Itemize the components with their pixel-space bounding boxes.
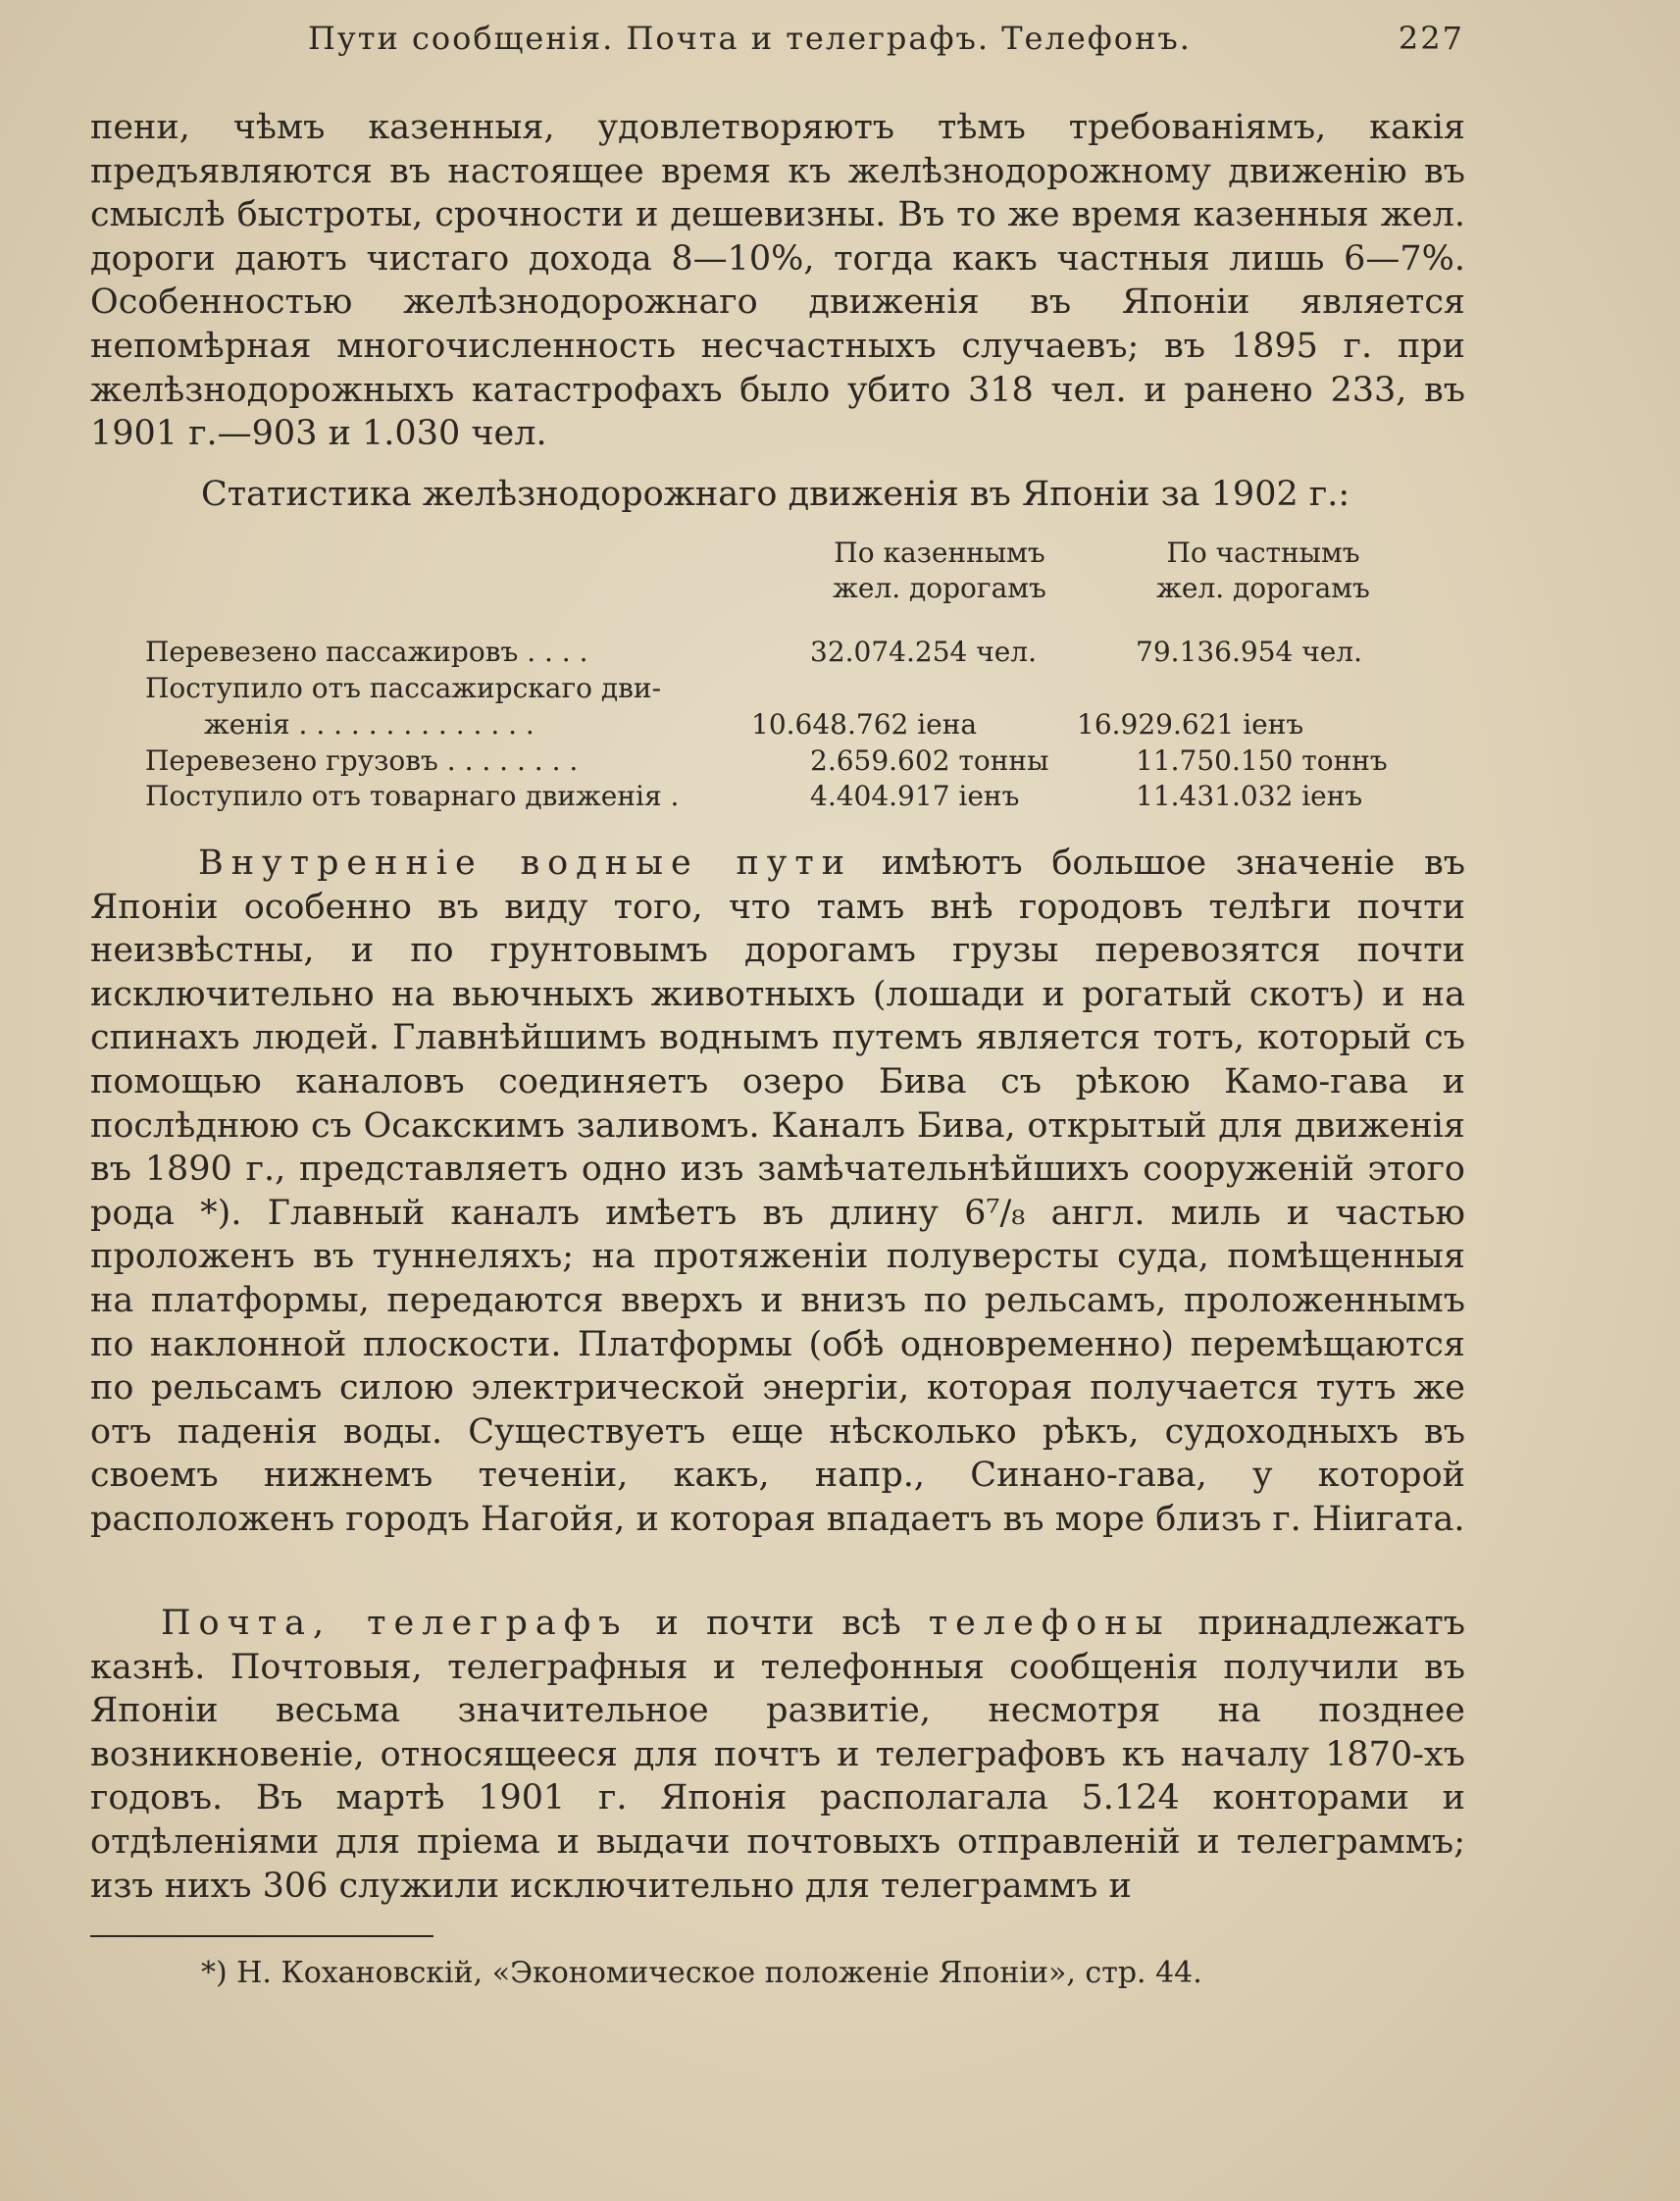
column-header-line: По казеннымъ (834, 537, 1045, 569)
leader-dots: . (670, 780, 680, 812)
row-label: Поступило отъ товарнаго движенія (145, 780, 662, 812)
leader-dots: . . . . . . . . . . . . . . (298, 708, 535, 741)
column-header-line: жел. дорогамъ (1156, 572, 1370, 604)
column-header-state-railways (792, 536, 1087, 606)
table-row (145, 634, 1362, 670)
paragraph-text: пени, чѣмъ казенныя, удовлетворяютъ тѣмъ требованіямъ, какія предъявляются въ настоящее время къ желѣзнодорожному движенію въ смыслѣ быстроты, срочности и дешевизны. Въ то же время казенныя жел. дороги даютъ чистаго дохода 8—10%, тогда какъ частныя лишь 6—7%. Особенностью желѣзнодорожнаго движенія въ Японіи является непомѣрная многочисленность несчастныхъ случаевъ; въ 1895 г. при желѣзнодорожныхъ катастрофахъ было убито 318 чел. и ранено 233, въ 1901 г.—903 и 1.030 чел. (90, 108, 1465, 454)
private-value: 79.136.954 чел. (1136, 636, 1362, 668)
private-value: 11.431.032 іенъ (1136, 780, 1363, 812)
footnote: *) Н. Кохановскій, «Экономическое положеніе Японіи», стр. 44. (201, 1956, 1202, 1990)
page-number: 227 (1398, 20, 1464, 57)
paragraph-body (90, 1602, 1465, 1908)
paragraph-text: и почти всѣ (628, 1604, 929, 1643)
paragraph-waterways (90, 842, 1465, 1542)
table-row (145, 670, 661, 706)
column-header-line: По частнымъ (1166, 537, 1360, 569)
column-header-private-railways (1116, 536, 1410, 606)
table-row (145, 742, 1388, 779)
paragraph-text: принадлежатъ казнѣ. Почтовыя, телеграфныя и телефонныя сообщенія получили въ Японіи весьма значительное развитіе, несмотря на позднее возникновеніе, относящееся для почтъ и телеграфовъ къ началу 1870-хъ годовъ. Въ мартѣ 1901 г. Японія располагала 5.124 конторами и отдѣленіями для пріема и выдачи почтовыхъ отправленій и телеграммъ; изъ нихъ 306 служили исключительно для телеграммъ и (90, 1604, 1465, 1906)
leader-dots: . . . . (527, 636, 588, 668)
private-value: 11.750.150 тоннъ (1136, 744, 1388, 777)
column-header-line: жел. дорогамъ (833, 572, 1046, 604)
paragraph-body (90, 842, 1465, 1542)
table-row (145, 706, 1304, 742)
row-label: Поступило отъ пассажирскаго дви- (145, 672, 662, 704)
statistics-caption: Статистика желѣзнодорожнаго движенія въ Японіи за 1902 г.: (201, 475, 1350, 514)
running-header (90, 20, 1464, 57)
table-row (145, 778, 1363, 814)
state-value: 4.404.917 іенъ (810, 780, 1020, 812)
row-label-continued: женія (204, 708, 290, 741)
paragraph-post-telegraph (90, 1602, 1465, 1908)
row-label: Перевезено пассажировъ (145, 636, 519, 668)
row-label: Перевезено грузовъ (145, 744, 438, 777)
state-value: 10.648.762 іена (751, 708, 978, 741)
footnote-rule (90, 1935, 433, 1937)
leader-dots: . . . . . . . . (446, 744, 579, 777)
emphasized-lead: Внутренніе водные пути (198, 844, 853, 883)
emphasized-lead: Почта, телеграфъ (161, 1604, 629, 1643)
header-title: Пути сообщенія. Почта и телеграфъ. Телефонъ. (308, 20, 1192, 57)
paragraph-text: имѣютъ большое значеніе въ Японіи особенно въ виду того, что тамъ внѣ городовъ телѣги почти неизвѣстны, и по грунтовымъ дорогамъ грузы перевозятся почти исключительно на вьючныхъ животныхъ (лошади и рогатый скотъ) и на спинахъ людей. Главнѣйшимъ воднымъ путемъ является тотъ, который съ помощью каналовъ соединяетъ озеро Бива съ рѣкою Камо-гава и послѣднюю съ Осакскимъ заливомъ. Каналъ Бива, открытый для движенія въ 1890 г., представляетъ одно изъ замѣчательнѣйшихъ сооруженій этого рода *). Главный каналъ имѣетъ въ длину 6⁷/₈ англ. миль и частью проложенъ въ туннеляхъ; на протяженіи полуверсты суда, помѣщенныя на платформы, передаются вверхъ и внизъ по рельсамъ, проложеннымъ по наклонной плоскости. Платформы (обѣ одновременно) перемѣщаются по рельсамъ силою электрической энергіи, которая получается тутъ же отъ паденія воды. Существуетъ еще нѣсколько рѣкъ, судоходныхъ въ своемъ нижнемъ теченіи, какъ, напр., Синано-гава, у которой расположенъ городъ Нагойя, и которая впадаетъ въ море близъ г. Ніигата. (90, 844, 1465, 1539)
private-value: 16.929.621 іенъ (1077, 708, 1304, 741)
paragraph-railways (90, 106, 1465, 456)
state-value: 2.659.602 тонны (810, 744, 1049, 777)
state-value: 32.074.254 чел. (810, 636, 1037, 668)
emphasized-lead: телефоны (928, 1604, 1171, 1643)
